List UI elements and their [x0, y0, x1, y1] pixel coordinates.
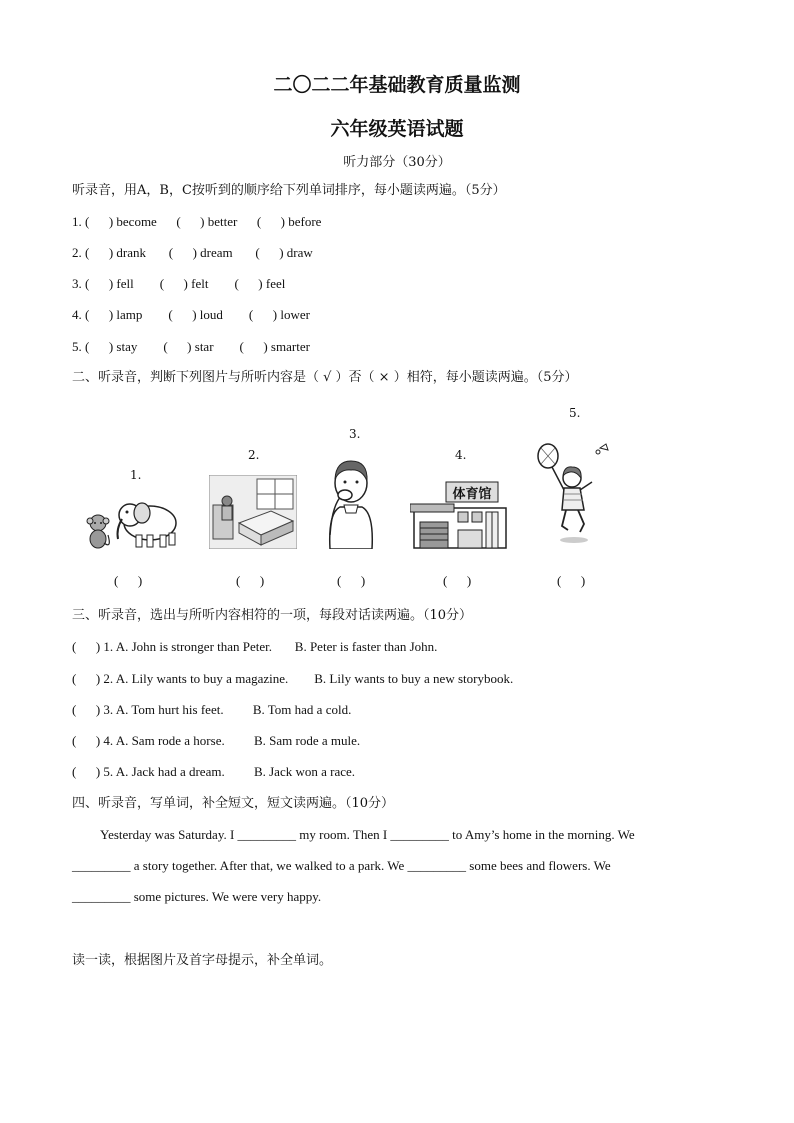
picture-label-4: 4.	[455, 448, 467, 462]
elephant-monkey-picture	[82, 495, 184, 553]
part1-row: 4. ( ) lamp ( ) loud ( ) lower	[72, 307, 310, 322]
exam-subtitle: 六年级英语试题	[330, 118, 464, 140]
part1-row: 1. ( ) become ( ) better ( ) before	[72, 214, 322, 229]
part1-instruction: 听录音，用A，B，C按听到的顺序给下列单词排序，每小题读两遍。（5分）	[72, 183, 506, 198]
part3-row: ( ) 1. A. John is stronger than Peter. B. Peter is faster than John.	[72, 639, 438, 654]
answer-blank-1[interactable]: ( )	[114, 573, 143, 588]
room-picture	[209, 475, 297, 549]
part3-row: ( ) 3. A. Tom hurt his feet. B. Tom had a cold.	[72, 702, 352, 717]
passage-line-2: _________ a story together. After that, we walked to a park. We _________ some bees and flowers. We	[72, 858, 611, 873]
part3-row: ( ) 4. A. Sam rode a horse. B. Sam rode a mule.	[72, 733, 361, 748]
part4-instruction: 四、听录音，写单词，补全短文，短文读两遍。（10分）	[72, 796, 395, 811]
part3-row: ( ) 2. A. Lily wants to buy a magazine. B. Lily wants to buy a new storybook.	[72, 671, 514, 686]
answer-blank-5[interactable]: ( )	[557, 573, 586, 588]
part1-row: 5. ( ) stay ( ) star ( ) smarter	[72, 339, 310, 354]
boy-picture	[320, 455, 382, 549]
reading-instruction: 读一读，根据图片及首字母提示，补全单词。	[72, 953, 333, 968]
exam-title: 二〇二二年基础教育质量监测	[273, 74, 521, 96]
gym-sign: 体育馆	[452, 487, 492, 502]
part3-instruction: 三、听录音，选出与所听内容相符的一项，每段对话读两遍。（10分）	[72, 608, 473, 623]
passage-line-1: Yesterday was Saturday. I _________ my room. Then I _________ to Amy’s home in the morning. We	[100, 827, 635, 842]
answer-blank-2[interactable]: ( )	[236, 573, 265, 588]
answer-blank-3[interactable]: ( )	[337, 573, 366, 588]
part2-instruction: 二、听录音，判断下列图片与所听内容是（ √ ）否（ × ）相符，每小题读两遍。（5分）	[72, 370, 578, 385]
part3-row: ( ) 5. A. Jack had a dream. B. Jack won a race.	[72, 764, 356, 779]
picture-label-2: 2.	[248, 448, 260, 462]
badminton-girl-picture	[534, 442, 616, 546]
answer-blank-4[interactable]: ( )	[443, 573, 472, 588]
gym-picture	[410, 478, 510, 550]
part1-row: 2. ( ) drank ( ) dream ( ) draw	[72, 245, 313, 260]
section-heading: 听力部分（30分）	[343, 155, 451, 170]
picture-label-1: 1.	[130, 468, 142, 482]
passage-line-3: _________ some pictures. We were very happy.	[72, 889, 322, 904]
picture-label-5: 5.	[569, 406, 581, 420]
picture-label-3: 3.	[349, 427, 361, 441]
part1-row: 3. ( ) fell ( ) felt ( ) feel	[72, 276, 286, 291]
